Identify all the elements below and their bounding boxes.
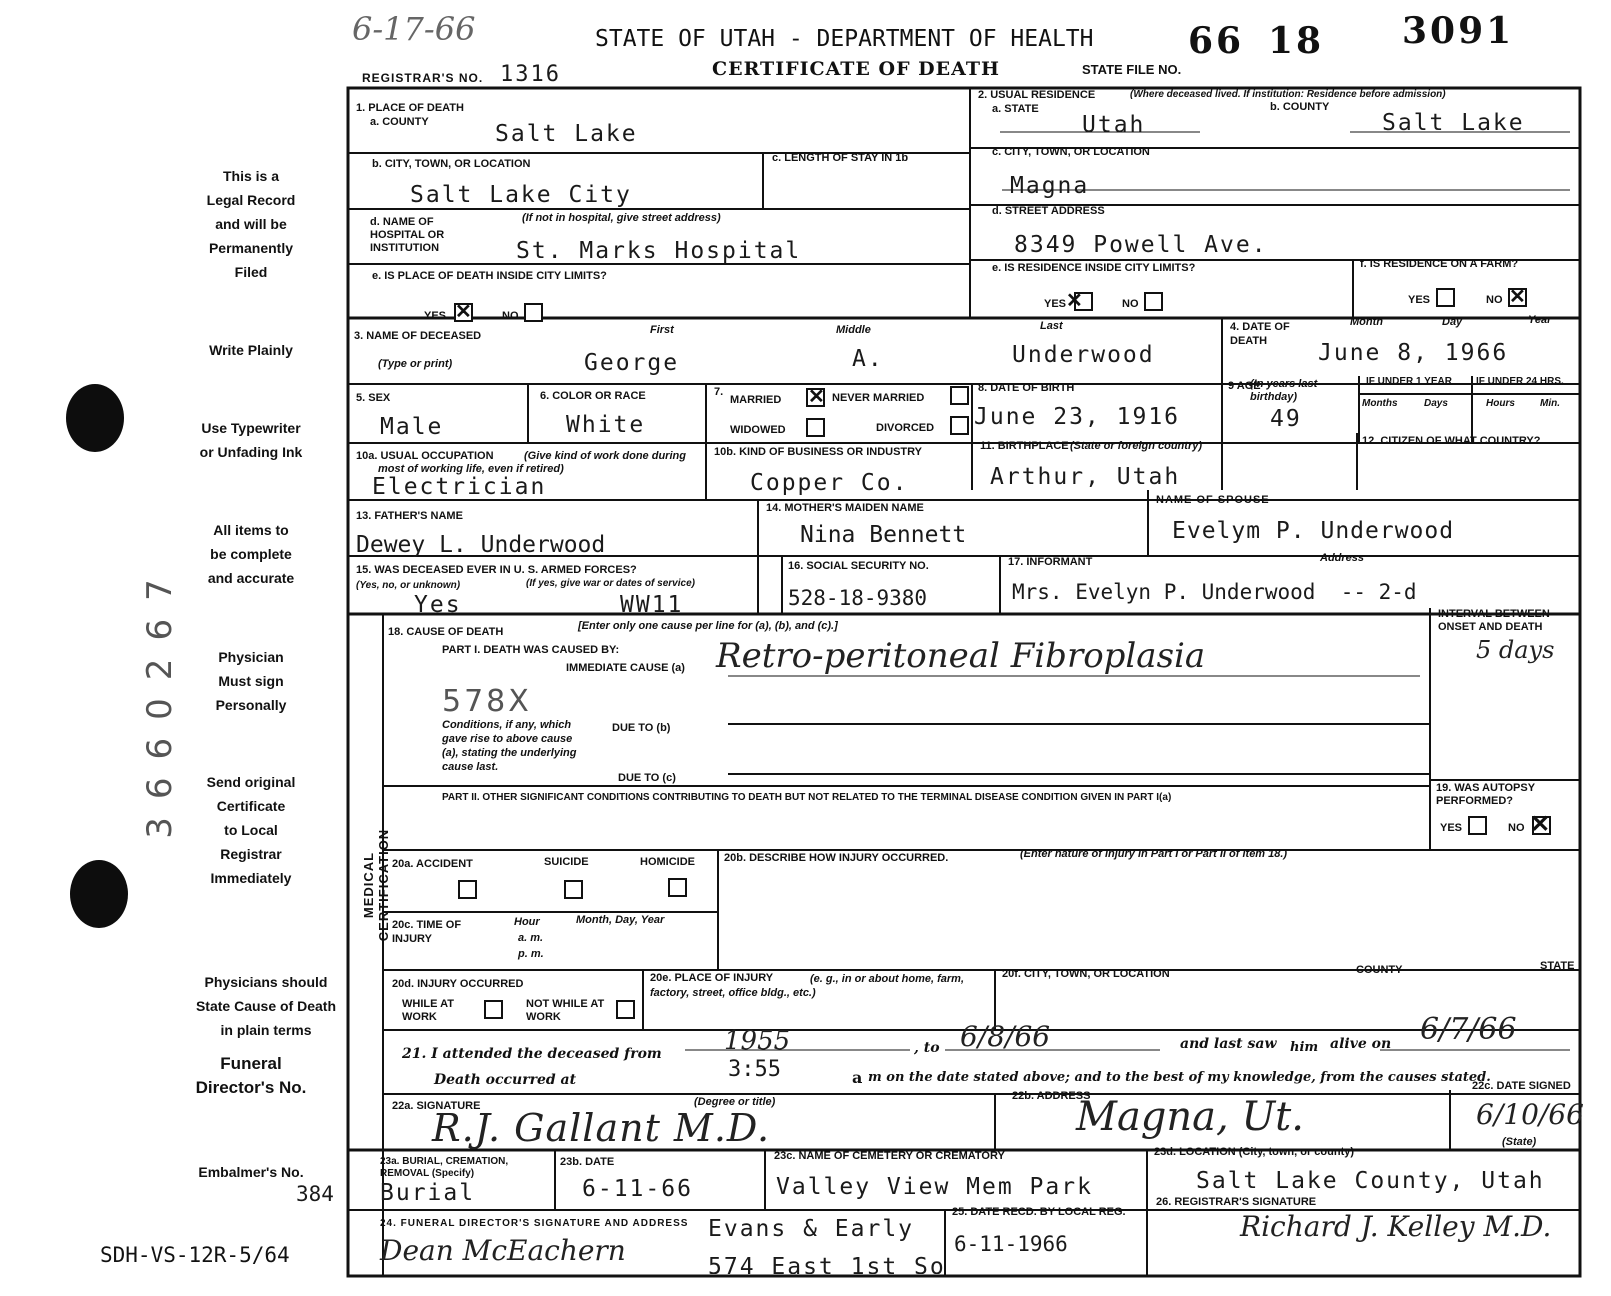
- date-stamp: 6-17-66: [352, 10, 476, 48]
- label-2d-street: d. STREET ADDRESS: [992, 205, 1105, 217]
- label-22b-address: 22b. ADDRESS: [1012, 1090, 1091, 1102]
- label-hours: Hours: [1486, 398, 1515, 409]
- checkbox-19-yes[interactable]: [1468, 816, 1487, 835]
- residence-city: Magna: [1010, 173, 1090, 199]
- conditions-note: Conditions, if any, which gave rise to above cause (a), stating the underlying cause last.: [442, 719, 577, 773]
- label-1c-length-of-stay: c. LENGTH OF STAY IN 1b: [772, 152, 909, 164]
- label-2e-no: NO: [1122, 298, 1139, 310]
- label-under-1-year: IF UNDER 1 YEAR: [1366, 376, 1452, 387]
- label-7: 7.: [714, 386, 724, 398]
- label-20f-county: COUNTY: [1356, 964, 1403, 976]
- label-interval: INTERVAL BETWEEN ONSET AND DEATH: [1438, 608, 1550, 633]
- registrar-no: 1316: [500, 62, 561, 87]
- checkbox-accident[interactable]: [458, 880, 477, 899]
- embalmer-no: 384: [296, 1182, 334, 1206]
- date-signed: 6/10/66: [1476, 1098, 1584, 1131]
- label-while-at-work: WHILE AT WORK: [402, 998, 454, 1023]
- funeral-director-no-note: Funeral Director's No.: [195, 1054, 307, 1097]
- medical-certification-label: MEDICAL CERTIFICATION: [361, 828, 391, 942]
- label-address: Address: [1320, 552, 1365, 564]
- stamp-number: 3091: [1402, 10, 1515, 52]
- label-16-ssn: 16. SOCIAL SECURITY NO.: [788, 560, 929, 572]
- label-4-date-of-death: 4. DATE OF DEATH: [1230, 321, 1290, 347]
- label-2-usual-residence: 2. USUAL RESIDENCE: [978, 89, 1096, 101]
- label-min: Min.: [1540, 398, 1560, 409]
- label-due-to-c: DUE TO (c): [618, 772, 676, 784]
- death-city: Salt Lake City: [410, 182, 632, 208]
- label-19-yes: YES: [1440, 822, 1463, 834]
- label-2e-yes: YES: [1044, 298, 1067, 310]
- alive-date: 6/7/66: [1420, 1012, 1517, 1047]
- label-20c-time: 20c. TIME OF INJURY: [392, 919, 462, 945]
- label-20b-injury: 20b. DESCRIBE HOW INJURY OCCURRED.: [724, 852, 949, 864]
- burial-date: 6-11-66: [582, 1176, 693, 1202]
- attended-to: 6/8/66: [960, 1020, 1051, 1053]
- checkbox-1e-no[interactable]: [524, 303, 543, 322]
- label-15-armed-forces: 15. WAS DECEASED EVER IN U. S. ARMED FORCES?: [356, 564, 637, 576]
- label-6-race: 6. COLOR OR RACE: [540, 390, 646, 402]
- am-mark: a: [852, 1068, 863, 1087]
- label-1b-city: b. CITY, TOWN, OR LOCATION: [372, 158, 531, 170]
- label-mdy: Month, Day, Year: [576, 914, 665, 926]
- physician-sign-note: Physician Must sign Personally: [215, 649, 287, 713]
- label-12-citizen: 12. CITIZEN OF WHAT COUNTRY?: [1362, 435, 1541, 447]
- stamp-county: 18: [1268, 20, 1325, 62]
- state-title: STATE OF UTAH - DEPARTMENT OF HEALTH: [595, 26, 1094, 52]
- label-last-saw: and last saw: [1180, 1036, 1277, 1052]
- label-8-birth: 8. DATE OF BIRTH: [978, 382, 1075, 394]
- registrar-signature: Richard J. Kelley M.D.: [1240, 1210, 1552, 1243]
- all-items-note: All items to be complete and accurate: [207, 522, 295, 586]
- label-18-note: [Enter only one cause per line for (a), (b), and (c).]: [578, 620, 838, 632]
- label-25-date-received: 25. DATE RECD. BY LOCAL REG.: [952, 1206, 1126, 1218]
- war-service: WW11: [620, 592, 684, 618]
- label-19-autopsy: 19. WAS AUTOPSY PERFORMED?: [1436, 782, 1535, 807]
- label-1d-hospital: d. NAME OF HOSPITAL OR INSTITUTION: [370, 216, 445, 254]
- residence-county: Salt Lake: [1382, 110, 1525, 136]
- label-23c-cemetery: 23c. NAME OF CEMETERY OR CREMATORY: [774, 1150, 1005, 1162]
- label-homicide: HOMICIDE: [640, 856, 695, 868]
- label-3-name: 3. NAME OF DECEASED: [354, 330, 482, 342]
- armed-forces-answer: Yes: [414, 592, 462, 618]
- cemetery-name: Valley View Mem Park: [776, 1174, 1093, 1200]
- checkbox-not-while-at-work[interactable]: [616, 1000, 635, 1019]
- label-10a-occupation: 10a. USUAL OCCUPATION: [356, 450, 494, 462]
- label-11-birthplace: 11. BIRTHPLACE: [980, 440, 1069, 452]
- label-month: Month: [1350, 316, 1383, 328]
- cause-code: 578X: [442, 684, 532, 719]
- label-first: First: [650, 324, 674, 336]
- deceased-sex: Male: [380, 414, 444, 440]
- legal-record-note: This is a Legal Record and will be Permanently Filed: [206, 168, 296, 280]
- label-1a-county: a. COUNTY: [370, 116, 429, 128]
- cemetery-location: Salt Lake County, Utah: [1196, 1168, 1545, 1194]
- label-1e-city-limits: e. IS PLACE OF DEATH INSIDE CITY LIMITS?: [372, 270, 607, 282]
- stamp-year: 66: [1188, 20, 1245, 62]
- label-10a-note: (Give kind of work done during most of working life, even if retired): [378, 450, 686, 475]
- birth-date: June 23, 1916: [974, 404, 1181, 430]
- label-20e-place-of-injury: 20e. PLACE OF INJURY: [650, 972, 774, 984]
- date-of-death: June 8, 1966: [1318, 340, 1509, 366]
- label-married: MARRIED: [730, 394, 782, 406]
- label-23d-location: 23d. LOCATION (City, town, or county): [1154, 1146, 1355, 1158]
- label-immediate-cause: IMMEDIATE CAUSE (a): [566, 662, 685, 674]
- checkbox-suicide[interactable]: [564, 880, 583, 899]
- checkbox-never-married[interactable]: [950, 386, 969, 405]
- vertical-serial-number: 3660267: [140, 561, 180, 839]
- deceased-middle-initial: A.: [852, 346, 884, 372]
- label-1e-no: NO: [502, 310, 519, 322]
- label-under-24-hrs: IF UNDER 24 HRS.: [1476, 376, 1564, 387]
- checkbox-widowed[interactable]: [806, 418, 825, 437]
- death-county: Salt Lake: [495, 121, 638, 147]
- write-plainly-note: Write Plainly: [209, 342, 293, 358]
- label-20d-injury-occurred: 20d. INJURY OCCURRED: [392, 978, 524, 990]
- label-1-place-of-death: 1. PLACE OF DEATH: [356, 102, 464, 114]
- label-am: a. m.: [518, 932, 544, 944]
- label-22a-signature: 22a. SIGNATURE: [392, 1100, 481, 1112]
- social-security-number: 528-18-9380: [788, 586, 928, 610]
- label-2f-no: NO: [1486, 294, 1503, 306]
- label-2e-city-limits: e. IS RESIDENCE INSIDE CITY LIMITS?: [992, 262, 1196, 274]
- label-due-to-b: DUE TO (b): [612, 722, 671, 734]
- label-15-note-b: (If yes, give war or dates of service): [526, 578, 695, 589]
- label-10b-industry: 10b. KIND OF BUSINESS OR INDUSTRY: [714, 446, 923, 458]
- attended-from: 1955: [724, 1026, 791, 1056]
- label-19-no: NO: [1508, 822, 1525, 834]
- label-20b-note: (Enter nature of injury in Part I or Part II of item 18.): [1020, 848, 1288, 860]
- label-9-age: 9 AGE: [1228, 380, 1261, 392]
- label-3-note: (Type or print): [378, 358, 453, 370]
- deceased-age: 49: [1270, 406, 1302, 432]
- label-13-father: 13. FATHER'S NAME: [356, 510, 463, 522]
- label-26-registrar-signature: 26. REGISTRAR'S SIGNATURE: [1156, 1196, 1317, 1208]
- label-not-while-at-work: NOT WHILE AT WORK: [526, 998, 605, 1023]
- label-last: Last: [1040, 320, 1063, 332]
- checkbox-2f-yes[interactable]: [1436, 288, 1455, 307]
- label-1d-note: (If not in hospital, give street address): [522, 212, 721, 224]
- label-suicide: SUICIDE: [544, 856, 589, 868]
- label-him: him: [1290, 1040, 1319, 1055]
- label-20f-state: STATE: [1540, 960, 1575, 972]
- label-alive-on: alive on: [1330, 1036, 1392, 1052]
- label-9-note: (In years last birthday): [1250, 378, 1318, 403]
- embalmer-label: Embalmer's No.: [198, 1164, 304, 1180]
- label-23a-burial: 23a. BURIAL, CREMATION, REMOVAL (Specify): [380, 1156, 509, 1179]
- industry: Copper Co.: [750, 470, 909, 496]
- label-to: , to: [914, 1040, 940, 1056]
- checkbox-while-at-work[interactable]: [484, 1000, 503, 1019]
- funeral-home: Evans & Early: [708, 1216, 915, 1242]
- label-15-note-a: (Yes, no, or unknown): [356, 580, 461, 591]
- label-23b-date: 23b. DATE: [560, 1156, 615, 1168]
- informant: Mrs. Evelyn P. Underwood -- 2-d: [1012, 580, 1417, 604]
- deceased-race: White: [566, 412, 646, 438]
- deceased-first-name: George: [584, 350, 680, 376]
- check-mark-2e-yes: ✕: [1066, 290, 1083, 312]
- send-original-note: Send original Certificate to Local Registrar Immediately: [206, 774, 296, 886]
- residence-street: 8349 Powell Ave.: [1014, 232, 1268, 258]
- physician-signature: R.J. Gallant M.D.: [432, 1106, 771, 1150]
- funeral-home-address: 574 East 1st So: [708, 1254, 946, 1274]
- label-2a-state: a. STATE: [992, 103, 1039, 115]
- label-11-note: (State or foreign country): [1070, 440, 1203, 452]
- label-2f-farm: f. IS RESIDENCE ON A FARM?: [1360, 258, 1519, 270]
- label-death-occurred: Death occurred at: [434, 1072, 577, 1088]
- label-20f-city: 20f. CITY, TOWN, OR LOCATION: [1002, 968, 1170, 980]
- label-days: Days: [1424, 398, 1448, 409]
- label-spouse: NAME OF SPOUSE: [1156, 494, 1270, 506]
- label-21-attended: 21. I attended the deceased from: [402, 1046, 662, 1062]
- label-18-cause: 18. CAUSE OF DEATH: [388, 626, 504, 638]
- label-pm: p. m.: [518, 948, 544, 960]
- label-part2: PART II. OTHER SIGNIFICANT CONDITIONS CONTRIBUTING TO DEATH BUT NOT RELATED TO THE TERMINAL DISEASE CONDITION GIVEN IN PART I(a): [442, 792, 1172, 803]
- label-never-married: NEVER MARRIED: [832, 392, 925, 404]
- checkbox-divorced[interactable]: [950, 416, 969, 435]
- death-statement: m on the date stated above; and to the best of my knowledge, from the causes stated.: [868, 1070, 1491, 1085]
- label-24-funeral-director: 24. FUNERAL DIRECTOR'S SIGNATURE AND ADDRESS: [380, 1218, 689, 1229]
- mother-name: Nina Bennett: [800, 522, 967, 548]
- label-14-mother: 14. MOTHER'S MAIDEN NAME: [766, 502, 924, 514]
- check-mark-1e-yes: ✕: [455, 301, 472, 323]
- registrar-no-label: REGISTRAR'S NO.: [362, 71, 484, 85]
- label-state-paren: (State): [1502, 1136, 1537, 1148]
- check-mark-married: ✕: [808, 386, 825, 408]
- disposition: Burial: [380, 1180, 476, 1206]
- label-middle: Middle: [836, 324, 871, 336]
- label-2-note: (Where deceased lived. If institution: Residence before admission): [1130, 89, 1446, 100]
- physicians-state-note: Physicians should State Cause of Death in plain terms: [195, 974, 337, 1038]
- label-widowed: WIDOWED: [730, 424, 786, 436]
- label-hour: Hour: [514, 916, 540, 928]
- label-22c-date-signed: 22c. DATE SIGNED: [1472, 1080, 1571, 1092]
- residence-state: Utah: [1082, 112, 1146, 138]
- deceased-last-name: Underwood: [1012, 342, 1155, 368]
- immediate-cause: Retro-peritoneal Fibroplasia: [716, 636, 1206, 676]
- checkbox-homicide[interactable]: [668, 878, 687, 897]
- hospital-name: St. Marks Hospital: [516, 238, 802, 264]
- form-code: SDH-VS-12R-5/64: [100, 1243, 290, 1267]
- label-year: Year: [1528, 314, 1552, 326]
- father-name: Dewey L. Underwood: [356, 532, 606, 558]
- label-20a-accident: 20a. ACCIDENT: [392, 858, 473, 870]
- label-1e-yes: YES: [424, 310, 447, 322]
- funeral-director-signature: Dean McEachern: [380, 1234, 626, 1267]
- label-part1: PART I. DEATH WAS CAUSED BY:: [442, 644, 620, 656]
- physician-address: Magna, Ut.: [1076, 1094, 1304, 1140]
- spouse-name: Evelym P. Underwood: [1172, 518, 1455, 544]
- label-2c-city: c. CITY, TOWN, OR LOCATION: [992, 146, 1150, 158]
- label-17-informant: 17. INFORMANT: [1008, 556, 1093, 568]
- typewriter-note: Use Typewriter or Unfading Ink: [199, 420, 303, 460]
- label-2b-county: b. COUNTY: [1270, 101, 1330, 113]
- certificate-title: CERTIFICATE OF DEATH: [712, 58, 1000, 80]
- occupation: Electrician: [372, 474, 547, 500]
- checkbox-2e-no[interactable]: [1144, 292, 1163, 311]
- death-time: 3:55: [728, 1057, 781, 1082]
- label-day: Day: [1442, 316, 1463, 328]
- label-degree: (Degree or title): [694, 1096, 776, 1108]
- check-mark-2f-no: ✕: [1509, 286, 1526, 308]
- date-received: 6-11-1966: [954, 1232, 1068, 1256]
- label-20e-note: (e. g., in or about home, farm, factory, street, office bldg., etc.): [650, 973, 965, 999]
- birthplace: Arthur, Utah: [990, 464, 1181, 490]
- label-5-sex: 5. SEX: [356, 392, 391, 404]
- interval-value: 5 days: [1476, 636, 1555, 664]
- label-months: Months: [1362, 398, 1398, 409]
- label-2f-yes: YES: [1408, 294, 1431, 306]
- state-file-label: STATE FILE NO.: [1082, 62, 1182, 77]
- check-mark-19-no: ✕: [1530, 811, 1551, 838]
- label-divorced: DIVORCED: [876, 422, 935, 434]
